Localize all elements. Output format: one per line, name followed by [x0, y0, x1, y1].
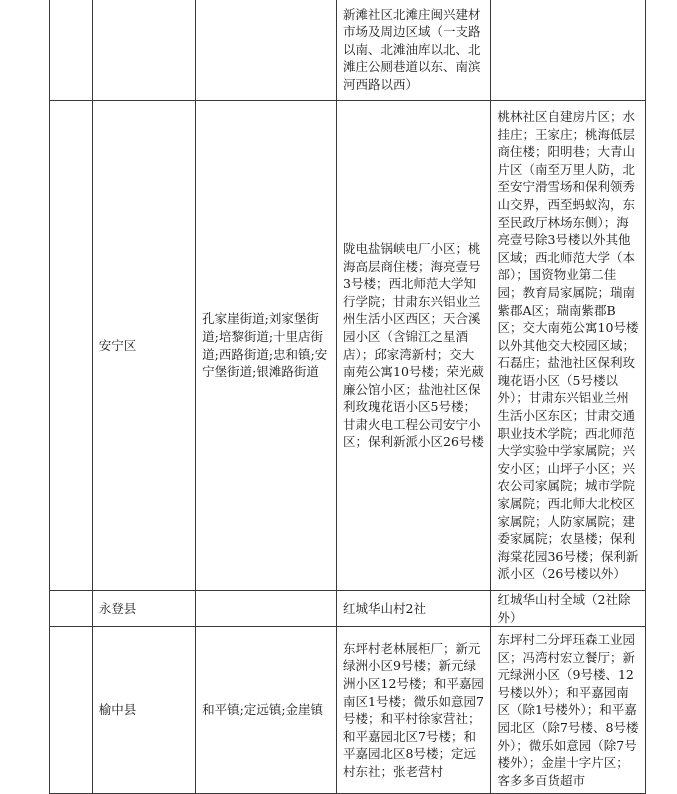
county-name: 榆中县	[98, 702, 137, 718]
medium-risk-cell	[491, 627, 646, 794]
medium-risk-cell	[491, 591, 646, 627]
high-risk-text: 陇电盐锅峡电厂小区；桃海高层商住楼；海亮壹号3号楼；西北师范大学知行学院；甘肃东兴铝业兰州生活小区西区；天合溪园小区（含锦江之星酒店）；邱家湾新村；交大南苑公寓10号楼；荣光葳廉公馆小区；盐池社区保利玫瑰花语小区5号楼；甘肃火电工程公司安宁小区；保利新派小区26号楼	[343, 240, 484, 450]
streets-cell	[196, 591, 337, 627]
blank-cell	[50, 627, 93, 794]
streets-cell	[196, 0, 337, 101]
county-cell	[92, 591, 195, 627]
high-risk-cell	[337, 0, 491, 101]
streets-text: 孔家崖街道;刘家堡街道;培黎街道;十里店街道;西路街道;忠和镇;安宁堡街道;银滩路街道	[202, 311, 328, 380]
county-name: 永登县	[98, 600, 137, 616]
high-risk-text: 东坪村老林展柜厂；新元绿洲小区9号楼；新元绿洲小区12号楼；和平嘉园南区1号楼；微乐如意园7号楼；和平村徐家营社；和平嘉园北区7号楼；和平嘉园北区8号楼；定远村东社；张老营村	[343, 640, 484, 779]
high-risk-cell	[337, 591, 491, 627]
high-risk-text: 红城华山村2社	[343, 600, 426, 616]
county-cell	[92, 101, 195, 591]
medium-risk-text: 东坪村二分坪珏森工业园区；冯湾村宏立餐厅；新元绿洲小区（9号楼、12号楼以外）；和平嘉园南区（除1号楼外）；和平嘉园北区（除7号楼、8号楼外）；微乐如意园（除7号楼外）；金崖十字片区；客多多百货超市	[497, 632, 639, 788]
county-cell	[92, 0, 195, 101]
medium-risk-text: 桃林社区自建房片区；水挂庄；王家庄；桃海低层商住楼；阳明巷；大青山片区（南至万里人防，北至安宁滑雪场和保利领秀山交界，西至蚂蚁沟，东至民政厅林场东侧）；海亮壹号除3号楼以外其他区域；西北师范大学（本部）；国资物业第二佳园；教育局家属院；瑞南紫郡A区；瑞南紫郡B区；交大南苑公寓10号楼以外其他交大校园区域；石磊庄；盐池社区保利玫瑰花语小区（5号楼以外）；甘肃东兴铝业兰州生活小区东区；甘肃交通职业技术学院；西北师范大学实验中学家属院；兴安小区；山坪子小区；兴农公司家属院；城市学院家属院；西北师大北校区家属院；人防家属院；建委家属院；农垦楼；保利海棠花园36号楼；保利新派小区（26号楼以外）	[497, 108, 639, 582]
streets-text: 和平镇;定远镇;金崖镇	[202, 702, 324, 718]
blank-cell	[50, 0, 93, 101]
streets-cell	[196, 101, 337, 591]
table-row-continuation	[50, 0, 646, 101]
high-risk-cell	[337, 627, 491, 794]
table-row-anning	[50, 101, 646, 591]
blank-cell	[50, 101, 93, 591]
risk-area-table	[49, 0, 646, 794]
county-name: 安宁区	[98, 337, 137, 353]
high-risk-text: 新滩社区北滩庄闽兴建材市场及周边区域（一支路以南、北滩油库以北、北滩庄公厕巷道以东、南滨河西路以西）	[343, 6, 481, 92]
table-row-yuzhong	[50, 627, 646, 794]
table-row-yongdeng	[50, 591, 646, 627]
blank-cell	[50, 591, 93, 627]
medium-risk-text: 红城华山村全域（2社除外）	[497, 592, 631, 625]
high-risk-cell	[337, 101, 491, 591]
medium-risk-cell	[491, 0, 646, 101]
medium-risk-cell	[491, 101, 646, 591]
county-cell	[92, 627, 195, 794]
streets-cell	[196, 627, 337, 794]
